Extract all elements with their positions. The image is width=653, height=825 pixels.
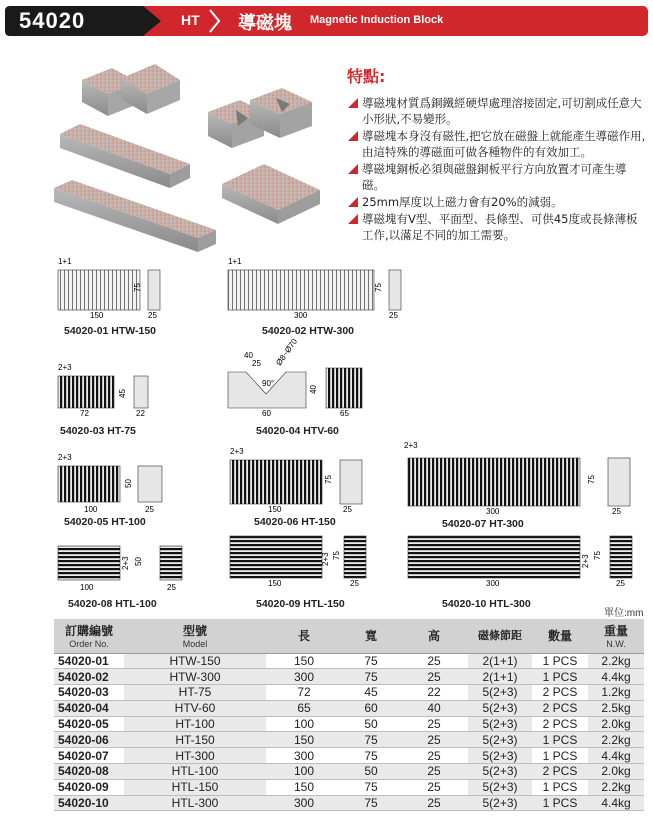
- cell-order-no: 54020-05: [54, 716, 124, 732]
- cell-width: 75: [342, 732, 400, 748]
- caption-htv-60: 54020-04 HTV-60: [256, 425, 339, 437]
- title-chinese: 導磁塊: [238, 13, 292, 34]
- cell-weight: 2.2kg: [588, 732, 644, 748]
- drawing-htl-150: [230, 536, 366, 588]
- cell-length: 300: [266, 795, 342, 811]
- cell-height: 25: [400, 732, 468, 748]
- cell-length: 150: [266, 653, 342, 669]
- caption-ht-150: 54020-06 HT-150: [254, 516, 336, 528]
- cell-model: HTL-100: [124, 764, 266, 780]
- cell-length: 150: [266, 779, 342, 795]
- svg-text:2+3: 2+3: [58, 453, 72, 462]
- feature-item: 25mm厚度以上磁力會有20%的減弱。: [348, 194, 648, 210]
- features-title: 特點:: [347, 67, 386, 86]
- cell-model: HT-300: [124, 748, 266, 764]
- drawing-ht-100: [58, 453, 162, 514]
- svg-text:150: 150: [268, 579, 282, 588]
- svg-text:25: 25: [167, 583, 176, 592]
- header-pole-pitch: 磁條節距: [468, 619, 532, 653]
- cell-pole-pitch: 5(2+3): [468, 748, 532, 764]
- cell-length: 100: [266, 716, 342, 732]
- cell-weight: 4.4kg: [588, 795, 644, 811]
- cell-length: 300: [266, 669, 342, 685]
- svg-text:300: 300: [486, 507, 500, 516]
- drawing-htv-60: [228, 337, 362, 418]
- cell-height: 25: [400, 716, 468, 732]
- svg-text:45: 45: [118, 389, 127, 398]
- cell-order-no: 54020-10: [54, 795, 124, 811]
- table-row: [54, 669, 644, 685]
- cell-pole-pitch: 5(2+3): [468, 700, 532, 716]
- cell-model: HTL-150: [124, 779, 266, 795]
- drawing-htl-100: [58, 546, 182, 592]
- svg-text:25: 25: [252, 359, 261, 368]
- svg-text:1+1: 1+1: [228, 257, 242, 266]
- cell-width: 75: [342, 653, 400, 669]
- svg-text:40: 40: [309, 385, 318, 394]
- table-row: [54, 716, 644, 732]
- svg-text:90°: 90°: [262, 379, 275, 388]
- svg-text:2+3: 2+3: [581, 554, 590, 568]
- cell-weight: 2.5kg: [588, 700, 644, 716]
- svg-text:50: 50: [124, 479, 133, 488]
- table-row: [54, 764, 644, 780]
- unit-label: 單位:mm: [604, 608, 644, 619]
- table-header-row: [54, 619, 644, 653]
- svg-text:75: 75: [133, 283, 142, 292]
- cell-order-no: 54020-03: [54, 685, 124, 701]
- cell-length: 72: [266, 685, 342, 701]
- product-code: 54020: [19, 8, 86, 33]
- svg-text:25: 25: [389, 311, 398, 320]
- caption-htl-150: 54020-09 HTL-150: [256, 598, 345, 610]
- svg-text:1+1: 1+1: [58, 257, 72, 266]
- cell-height: 25: [400, 764, 468, 780]
- svg-text:75: 75: [374, 283, 383, 292]
- cell-quantity: 1 PCS: [532, 748, 588, 764]
- svg-text:75: 75: [324, 475, 333, 484]
- cell-width: 50: [342, 764, 400, 780]
- cell-model: HT-150: [124, 732, 266, 748]
- caption-ht-100: 54020-05 HT-100: [64, 516, 146, 528]
- cell-length: 100: [266, 764, 342, 780]
- svg-text:25: 25: [343, 505, 352, 514]
- cell-height: 25: [400, 779, 468, 795]
- table-row: [54, 748, 644, 764]
- cell-order-no: 54020-01: [54, 653, 124, 669]
- cell-order-no: 54020-06: [54, 732, 124, 748]
- svg-text:25: 25: [612, 507, 621, 516]
- svg-text:75: 75: [587, 475, 596, 484]
- svg-text:50: 50: [134, 557, 143, 566]
- cell-height: 25: [400, 669, 468, 685]
- cell-order-no: 54020-02: [54, 669, 124, 685]
- cell-pole-pitch: 5(2+3): [468, 716, 532, 732]
- cell-model: HTV-60: [124, 700, 266, 716]
- cell-order-no: 54020-07: [54, 748, 124, 764]
- feature-item: 導磁塊有V型、平面型、長條型、可供45度或長條薄板工作,以滿足不同的加工需要。: [348, 211, 648, 243]
- svg-text:40: 40: [244, 351, 253, 360]
- cell-length: 150: [266, 732, 342, 748]
- feature-item: 導磁塊材質爲銅鐵經硬焊處理溶接固定,可切割成任意大小形狀,不易變形。: [348, 95, 648, 127]
- cell-pole-pitch: 5(2+3): [468, 795, 532, 811]
- cell-weight: 2.2kg: [588, 653, 644, 669]
- cell-height: 25: [400, 748, 468, 764]
- svg-text:60: 60: [262, 409, 271, 418]
- cell-pole-pitch: 5(2+3): [468, 779, 532, 795]
- cell-model: HTL-300: [124, 795, 266, 811]
- cell-quantity: 2 PCS: [532, 700, 588, 716]
- table-row: [54, 795, 644, 811]
- cell-model: HTW-150: [124, 653, 266, 669]
- cell-order-no: 54020-04: [54, 700, 124, 716]
- svg-text:2+3: 2+3: [58, 363, 72, 372]
- cell-quantity: 1 PCS: [532, 779, 588, 795]
- cell-pole-pitch: 5(2+3): [468, 764, 532, 780]
- header-length: 長: [266, 619, 342, 653]
- drawing-htl-300: [408, 536, 632, 588]
- svg-text:300: 300: [486, 579, 500, 588]
- svg-text:150: 150: [90, 311, 104, 320]
- header-height: 高: [400, 619, 468, 653]
- cell-order-no: 54020-09: [54, 779, 124, 795]
- feature-item: 導磁塊銅板必須與磁盤銅板平行方向放置才可產生導磁。: [348, 161, 648, 193]
- svg-text:25: 25: [350, 579, 359, 588]
- cell-order-no: 54020-08: [54, 764, 124, 780]
- cell-height: 25: [400, 795, 468, 811]
- cell-quantity: 2 PCS: [532, 685, 588, 701]
- caption-ht-300: 54020-07 HT-300: [442, 518, 524, 530]
- table-row: [54, 732, 644, 748]
- drawing-ht-150: [230, 447, 362, 514]
- table-row: [54, 700, 644, 716]
- svg-text:75: 75: [332, 551, 341, 560]
- svg-text:300: 300: [294, 311, 308, 320]
- cell-quantity: 1 PCS: [532, 653, 588, 669]
- cell-width: 75: [342, 669, 400, 685]
- spec-table: [54, 619, 644, 811]
- svg-text:75: 75: [593, 551, 602, 560]
- header-order-no: 訂購編號 Order No.: [54, 619, 124, 653]
- header-quantity: 數量: [532, 619, 588, 653]
- cell-weight: 4.4kg: [588, 669, 644, 685]
- cell-width: 75: [342, 779, 400, 795]
- cell-weight: 2.0kg: [588, 764, 644, 780]
- cell-pole-pitch: 5(2+3): [468, 732, 532, 748]
- table-row: [54, 779, 644, 795]
- svg-text:2+3: 2+3: [404, 441, 418, 450]
- header-model: 型號 Model: [124, 619, 266, 653]
- svg-text:2+3: 2+3: [230, 447, 244, 456]
- cell-quantity: 1 PCS: [532, 669, 588, 685]
- svg-text:100: 100: [80, 583, 94, 592]
- svg-text:25: 25: [616, 579, 625, 588]
- caption-htw-300: 54020-02 HTW-300: [262, 325, 355, 337]
- cell-model: HT-100: [124, 716, 266, 732]
- table-row: [54, 685, 644, 701]
- svg-text:22: 22: [136, 409, 145, 418]
- header-width: 寬: [342, 619, 400, 653]
- cell-width: 50: [342, 716, 400, 732]
- svg-text:100: 100: [84, 505, 98, 514]
- svg-text:2+3: 2+3: [321, 552, 330, 566]
- cell-height: 25: [400, 653, 468, 669]
- cell-model: HT-75: [124, 685, 266, 701]
- caption-ht-75: 54020-03 HT-75: [60, 425, 136, 437]
- svg-text:150: 150: [268, 505, 282, 514]
- cell-pole-pitch: 2(1+1): [468, 653, 532, 669]
- caption-htl-100: 54020-08 HTL-100: [68, 598, 157, 610]
- drawing-ht-75: [58, 363, 148, 418]
- cell-length: 300: [266, 748, 342, 764]
- svg-text:72: 72: [80, 409, 89, 418]
- cell-quantity: 1 PCS: [532, 732, 588, 748]
- cell-length: 65: [266, 700, 342, 716]
- cell-width: 75: [342, 748, 400, 764]
- svg-text:Ø8~Ø70: Ø8~Ø70: [274, 337, 300, 368]
- cell-quantity: 2 PCS: [532, 764, 588, 780]
- cell-model: HTW-300: [124, 669, 266, 685]
- cell-width: 45: [342, 685, 400, 701]
- cell-quantity: 1 PCS: [532, 795, 588, 811]
- cell-pole-pitch: 2(1+1): [468, 669, 532, 685]
- title-english: Magnetic Induction Block: [310, 14, 444, 26]
- drawing-ht-300: [404, 441, 630, 516]
- drawing-htw-150: [58, 257, 160, 320]
- table-row: [54, 653, 644, 669]
- series-name: HT: [181, 12, 200, 28]
- drawing-htw-300: [228, 257, 401, 320]
- caption-htw-150: 54020-01 HTW-150: [64, 325, 157, 337]
- cell-weight: 1.2kg: [588, 685, 644, 701]
- svg-text:2+3: 2+3: [121, 556, 130, 570]
- cell-quantity: 2 PCS: [532, 716, 588, 732]
- cell-height: 40: [400, 700, 468, 716]
- feature-item: 導磁塊本身沒有磁性,把它放在磁盤上就能產生導磁作用,由這特殊的導磁面可做各種物件的有效加工。: [348, 128, 648, 160]
- cell-pole-pitch: 5(2+3): [468, 685, 532, 701]
- svg-text:25: 25: [148, 311, 157, 320]
- cell-height: 22: [400, 685, 468, 701]
- svg-text:65: 65: [340, 409, 349, 418]
- cell-weight: 4.4kg: [588, 748, 644, 764]
- cell-width: 60: [342, 700, 400, 716]
- svg-text:25: 25: [145, 505, 154, 514]
- header-weight: 重量 N.W.: [588, 619, 644, 653]
- cell-weight: 2.0kg: [588, 716, 644, 732]
- cell-weight: 2.2kg: [588, 779, 644, 795]
- caption-htl-300: 54020-10 HTL-300: [442, 598, 531, 610]
- cell-width: 75: [342, 795, 400, 811]
